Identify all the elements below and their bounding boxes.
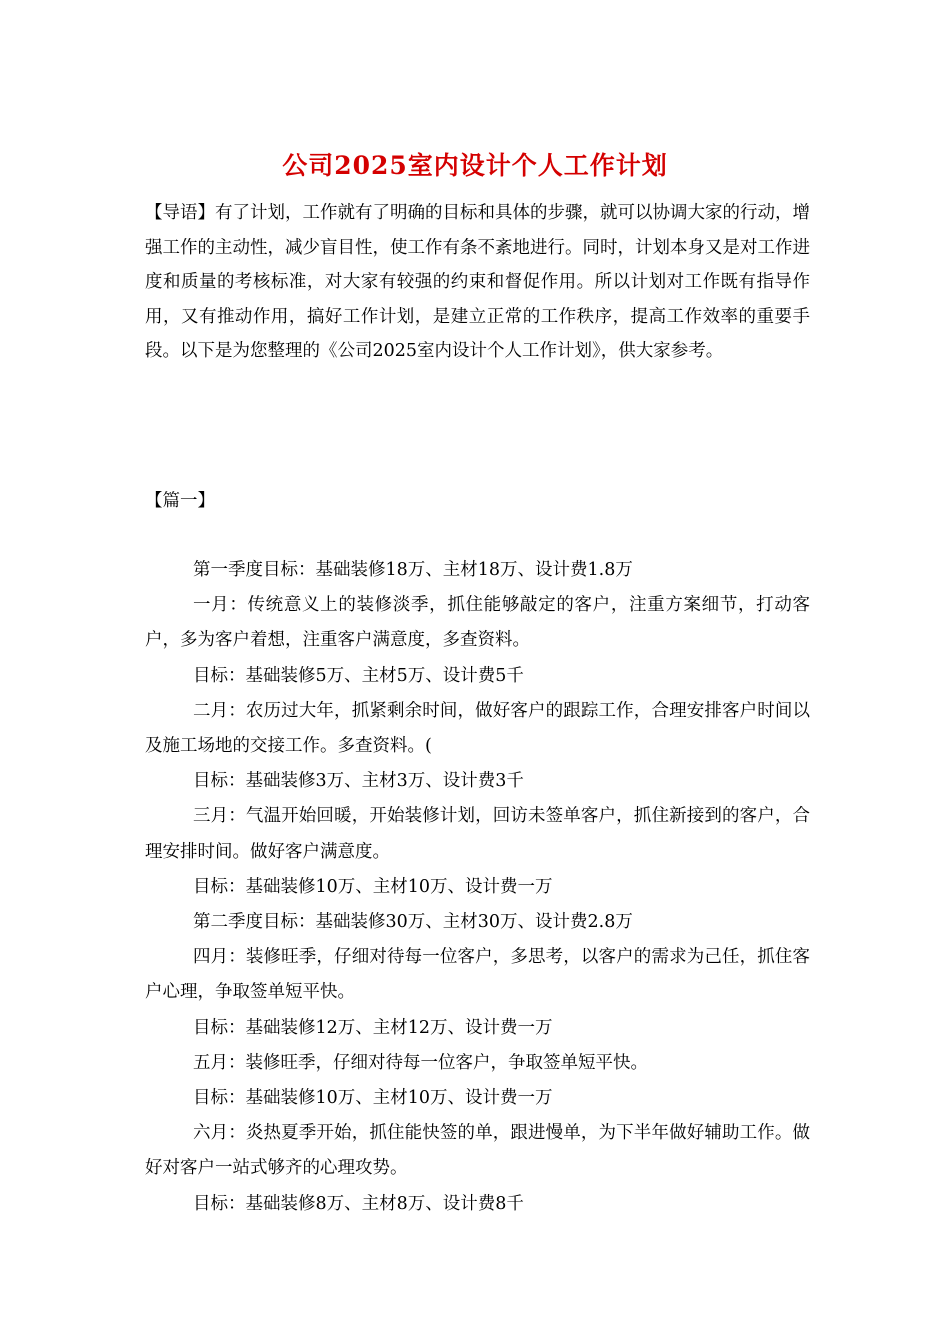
plan-paragraph: 目标：基础装修8万、主材8万、设计费8千 [193, 1193, 524, 1214]
plan-paragraph: 六月：炎热夏季开始，抓住能快签的单，跟进慢单，为下半年做好辅助工作。做好对客户一站式够齐的心理攻势。 [145, 1123, 810, 1179]
plan-paragraph: 三月：气温开始回暖，开始装修计划，回访未签单客户，抓住新接到的客户，合理安排时间。做好客户满意度。 [145, 806, 810, 862]
plan-paragraph: 目标：基础装修3万、主材3万、设计费3千 [193, 771, 524, 792]
plan-paragraph: 一月：传统意义上的装修淡季，抓住能够敲定的客户，注重方案细节，打动客户，多为客户着想，注重客户满意度，多查资料。 [145, 595, 810, 651]
plan-paragraph: 目标：基础装修10万、主材10万、设计费一万 [193, 1088, 553, 1109]
plan-paragraph: 五月：装修旺季，仔细对待每一位客户，争取签单短平快。 [193, 1052, 648, 1073]
plan-paragraph: 第二季度目标：基础装修30万、主材30万、设计费2.8万 [193, 912, 633, 933]
plan-paragraph: 二月：农历过大年，抓紧剩余时间，做好客户的跟踪工作，合理安排客户时间以及施工场地的交接工作。多查资料。( [145, 700, 810, 757]
plan-paragraph: 目标：基础装修10万、主材10万、设计费一万 [193, 876, 553, 897]
plan-paragraph: 第一季度目标：基础装修18万、主材18万、设计费1.8万 [193, 560, 633, 580]
intro-paragraph: 【导语】有了计划，工作就有了明确的目标和具体的步骤，就可以协调大家的行动，增强工作的主动性，减少盲目性，使工作有条不紊地进行。同时，计划本身又是对工作进度和质量的考核标准，对大家有较强的约束和督促作用。所以计划对工作既有指导作用，又有推动作用，搞好工作计划，是建立正常的工作秩序，提高工作效率的重要手段。以下是为您整理的《公司2025室内设计个人工作计划》，供大家参考。 [145, 203, 810, 361]
plan-paragraph: 目标：基础装修12万、主材12万、设计费一万 [193, 1017, 553, 1038]
body-text [145, 553, 810, 1222]
section-heading: 【篇一】 [145, 491, 215, 511]
document-title: 公司2025室内设计个人工作计划 [282, 151, 668, 180]
plan-paragraph: 目标：基础装修5万、主材5万、设计费5千 [193, 665, 524, 686]
plan-paragraph: 四月：装修旺季，仔细对待每一位客户，多思考，以客户的需求为己任，抓住客户心理，争取签单短平快。 [145, 947, 810, 1003]
